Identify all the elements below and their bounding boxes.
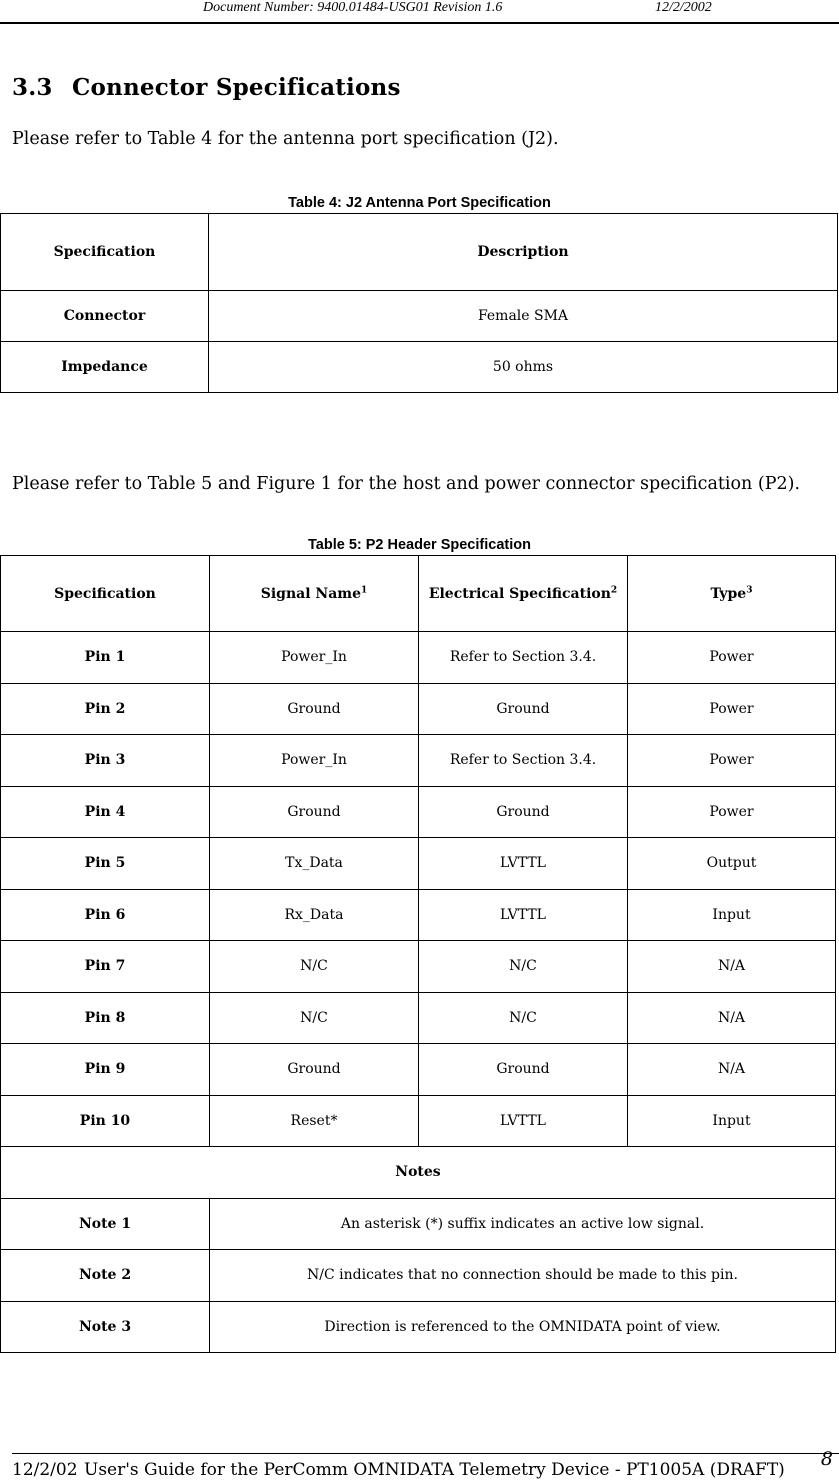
- note-text: N/C indicates that no connection should be made to this pin.: [210, 1250, 836, 1302]
- table-cell: N/C: [210, 941, 419, 993]
- table-cell: Ground: [210, 786, 419, 838]
- table-row: [1, 683, 836, 735]
- note-label: Note 3: [1, 1301, 210, 1353]
- table-row: [1, 1044, 836, 1096]
- table-cell: N/C: [419, 941, 628, 993]
- antenna-port-table: [0, 213, 838, 393]
- table-header-row: [1, 214, 838, 291]
- table-cell: Ground: [210, 683, 419, 735]
- table-row: [1, 786, 836, 838]
- note-text: An asterisk (*) suffix indicates an active low signal.: [210, 1198, 836, 1250]
- header-footnote-ref: 1: [360, 584, 368, 595]
- notes-heading-row: [1, 1147, 836, 1199]
- pin-label: Pin 2: [1, 683, 210, 735]
- note-row: [1, 1301, 836, 1353]
- pin-label: Pin 10: [1, 1095, 210, 1147]
- table-cell: Input: [628, 1095, 836, 1147]
- table-cell: Power: [628, 683, 836, 735]
- page-footer: [12, 1448, 839, 1480]
- table-cell: Ground: [419, 786, 628, 838]
- column-header: Specification: [1, 214, 209, 291]
- table-cell: Ground: [210, 1044, 419, 1096]
- column-header: [628, 556, 836, 632]
- intro-paragraph: Please refer to Table 4 for the antenna port specification (J2).: [12, 129, 559, 149]
- footer-date: 12/2/02: [12, 1460, 78, 1480]
- table-cell: LVTTL: [419, 1095, 628, 1147]
- table4-caption: Table 4: J2 Antenna Port Specification: [288, 195, 551, 211]
- table-cell: N/C: [210, 992, 419, 1044]
- table-cell: Rx_Data: [210, 889, 419, 941]
- table-row: [1, 838, 836, 890]
- table-row: [1, 889, 836, 941]
- table-cell: 50 ohms: [209, 342, 838, 393]
- table-cell: Reset*: [210, 1095, 419, 1147]
- table-cell: Tx_Data: [210, 838, 419, 890]
- row-label: Connector: [1, 291, 209, 342]
- page-number: 8: [820, 1448, 833, 1470]
- page-header: [0, 0, 839, 24]
- pin-label: Pin 3: [1, 735, 210, 787]
- note-row: [1, 1250, 836, 1302]
- pin-label: Pin 9: [1, 1044, 210, 1096]
- note-row: [1, 1198, 836, 1250]
- table-cell: N/A: [628, 941, 836, 993]
- table-cell: Ground: [419, 683, 628, 735]
- header-date: 12/2/2002: [655, 0, 712, 15]
- pin-label: Pin 5: [1, 838, 210, 890]
- section-heading: [12, 74, 401, 101]
- row-label: Impedance: [1, 342, 209, 393]
- pin-label: Pin 1: [1, 632, 210, 684]
- table-cell: Power: [628, 735, 836, 787]
- table-row: [1, 291, 838, 342]
- table-cell: Power: [628, 632, 836, 684]
- header-label: Signal Name: [260, 585, 361, 602]
- header-label: Type: [710, 585, 747, 602]
- column-header: Description: [209, 214, 838, 291]
- footer-title: User's Guide for the PerComm OMNIDATA Telemetry Device - PT1005A (DRAFT): [84, 1460, 785, 1480]
- table-cell: Refer to Section 3.4.: [419, 735, 628, 787]
- column-header: [1, 556, 210, 632]
- table-cell: Female SMA: [209, 291, 838, 342]
- table5-caption: Table 5: P2 Header Specification: [308, 537, 531, 553]
- second-paragraph: Please refer to Table 5 and Figure 1 for the host and power connector specification (P2).: [12, 474, 801, 494]
- table-row: [1, 1095, 836, 1147]
- table-row: [1, 735, 836, 787]
- table-row: [1, 992, 836, 1044]
- p2-header-table: [0, 555, 836, 1353]
- table-row: [1, 342, 838, 393]
- pin-label: Pin 8: [1, 992, 210, 1044]
- table-cell: Ground: [419, 1044, 628, 1096]
- pin-label: Pin 7: [1, 941, 210, 993]
- table-cell: Power_In: [210, 735, 419, 787]
- table-row: [1, 632, 836, 684]
- section-number: 3.3: [12, 74, 53, 101]
- table-cell: N/A: [628, 992, 836, 1044]
- note-text: Direction is referenced to the OMNIDATA point of view.: [210, 1301, 836, 1353]
- table-cell: N/A: [628, 1044, 836, 1096]
- column-header: [210, 556, 419, 632]
- header-label: Specification: [54, 585, 156, 602]
- note-label: Note 1: [1, 1198, 210, 1250]
- header-footnote-ref: 2: [610, 584, 618, 595]
- table-header-row: [1, 556, 836, 632]
- table-cell: N/C: [419, 992, 628, 1044]
- pin-label: Pin 4: [1, 786, 210, 838]
- table-cell: Input: [628, 889, 836, 941]
- table-cell: Refer to Section 3.4.: [419, 632, 628, 684]
- notes-label: Notes: [1, 1147, 836, 1199]
- table-row: [1, 941, 836, 993]
- pin-label: Pin 6: [1, 889, 210, 941]
- table-cell: Power_In: [210, 632, 419, 684]
- section-title: Connector Specifications: [72, 74, 401, 101]
- table-cell: Power: [628, 786, 836, 838]
- column-header: [419, 556, 628, 632]
- header-footnote-ref: 3: [746, 584, 753, 595]
- note-label: Note 2: [1, 1250, 210, 1302]
- table-cell: Output: [628, 838, 836, 890]
- table-cell: LVTTL: [419, 889, 628, 941]
- document-number: Document Number: 9400.01484-USG01 Revision 1.6: [203, 0, 503, 15]
- table-cell: LVTTL: [419, 838, 628, 890]
- header-label: Electrical Specification: [428, 585, 611, 602]
